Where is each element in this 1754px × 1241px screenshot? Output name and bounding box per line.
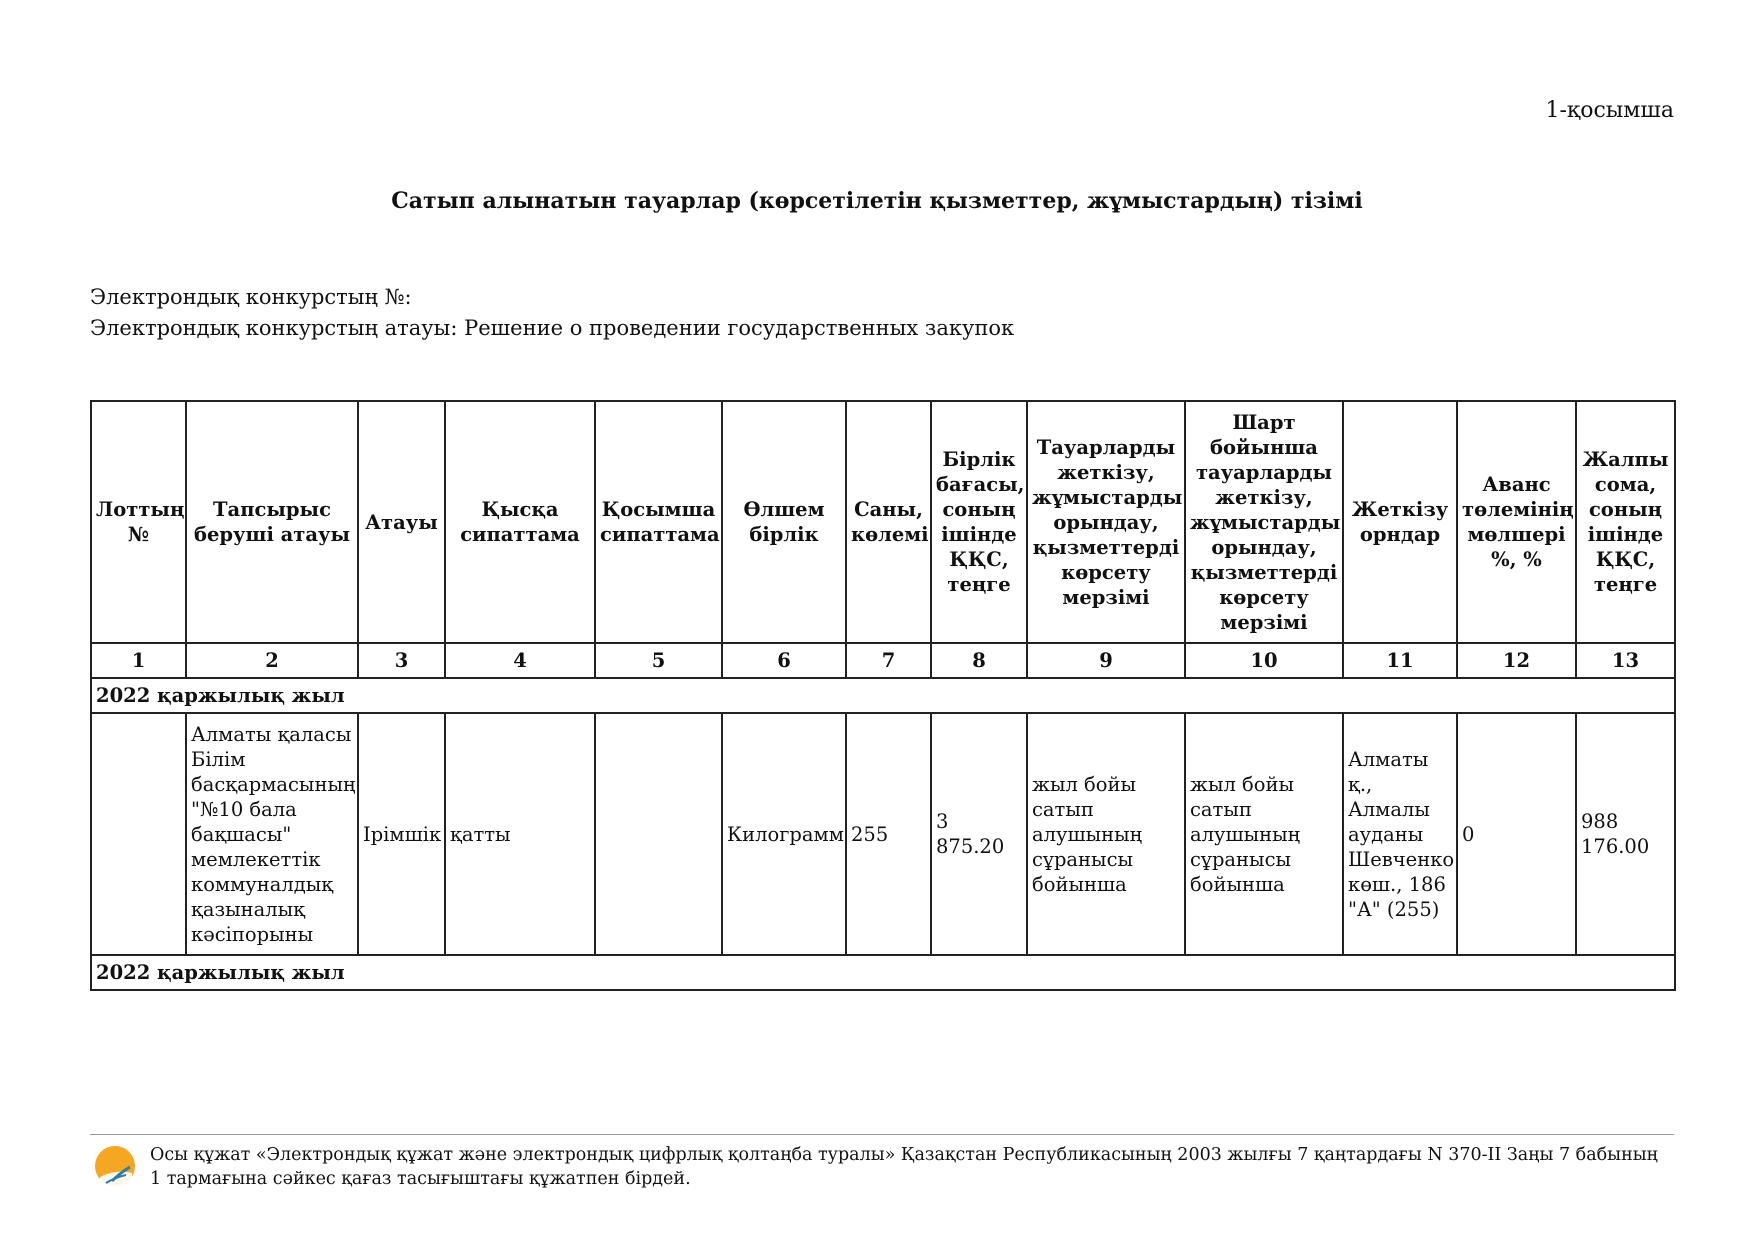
header-short-desc: Қысқа сипаттама xyxy=(445,401,595,643)
contest-name: Электрондық конкурстың атауы: Решение о проведении государственных закупок xyxy=(90,316,1015,340)
header-delivery-place: Жеткізу орндар xyxy=(1343,401,1457,643)
table-row xyxy=(91,713,1675,955)
fiscal-year-row xyxy=(91,678,1675,713)
header-contract-term: Шарт бойынша тауарларды жеткізу, жұмыстарды орындау, қызметтерді көрсету мерзімі xyxy=(1185,401,1343,643)
cell-total: 988 176.00 xyxy=(1576,713,1675,955)
cell-customer: Алматы қаласы Білім басқармасының "№10 бала бақшасы" мемлекеттік коммуналдық қазыналық кәсіпорыны xyxy=(186,713,358,955)
header-name: Атауы xyxy=(358,401,445,643)
egov-sun-logo-icon xyxy=(92,1143,138,1189)
header-unit: Өлшем бірлік xyxy=(722,401,846,643)
column-number: 12 xyxy=(1457,643,1576,678)
column-number: 11 xyxy=(1343,643,1457,678)
goods-table xyxy=(90,400,1676,991)
header-unit-price: Бірлік бағасы, соның ішінде ҚҚС, теңге xyxy=(931,401,1027,643)
column-number: 1 xyxy=(91,643,186,678)
header-total: Жалпы сома, соның ішінде ҚҚС, теңге xyxy=(1576,401,1675,643)
contest-meta xyxy=(90,282,1014,344)
column-number: 7 xyxy=(846,643,931,678)
column-number: 10 xyxy=(1185,643,1343,678)
column-number-row xyxy=(91,643,1675,678)
footer-legal-text: Осы құжат «Электрондық құжат және электрондық цифрлық қолтаңба туралы» Қазақстан Республикасының 2003 жылғы 7 қаңтардағы N 370-II Заңы 7 бабының 1 тармағына сәйкес қағаз тасығыштағы құжатпен бірдей. xyxy=(150,1145,1658,1189)
column-number: 5 xyxy=(595,643,722,678)
cell-name: Ірімшік xyxy=(358,713,445,955)
header-delivery-term: Тауарларды жеткізу, жұмыстарды орындау, қызметтерді көрсету мерзімі xyxy=(1027,401,1185,643)
cell-unit: Килограмм xyxy=(722,713,846,955)
header-qty: Саны, көлемі xyxy=(846,401,931,643)
column-number: 6 xyxy=(722,643,846,678)
header-customer: Тапсырыс беруші атауы xyxy=(186,401,358,643)
cell-lot xyxy=(91,713,186,955)
cell-unit-price: 3 875.20 xyxy=(931,713,1027,955)
contest-number: Электрондық конкурстың №: xyxy=(90,285,412,309)
cell-contract-term: жыл бойы сатып алушының сұранысы бойынша xyxy=(1185,713,1343,955)
header-advance: Аванс төлемінің мөлшері %, % xyxy=(1457,401,1576,643)
cell-qty: 255 xyxy=(846,713,931,955)
column-number: 3 xyxy=(358,643,445,678)
cell-extra-desc xyxy=(595,713,722,955)
fiscal-year-label: 2022 қаржылық жыл xyxy=(91,955,1675,990)
column-number: 13 xyxy=(1576,643,1675,678)
cell-delivery-term: жыл бойы сатып алушының сұранысы бойынша xyxy=(1027,713,1185,955)
header-row xyxy=(91,401,1675,643)
header-lot: Лоттың № xyxy=(91,401,186,643)
appendix-label: 1-қосымша xyxy=(1545,98,1674,123)
header-extra-desc: Қосымша сипаттама xyxy=(595,401,722,643)
cell-short-desc: қатты xyxy=(445,713,595,955)
column-number: 4 xyxy=(445,643,595,678)
fiscal-year-label: 2022 қаржылық жыл xyxy=(91,678,1675,713)
document-title: Сатып алынатын тауарлар (көрсетілетін қызметтер, жұмыстардың) тізімі xyxy=(391,188,1363,214)
column-number: 9 xyxy=(1027,643,1185,678)
fiscal-year-row xyxy=(91,955,1675,990)
cell-advance: 0 xyxy=(1457,713,1576,955)
cell-delivery-place: Алматы қ., Алмалы ауданы Шевченко көш., 186 "А" (255) xyxy=(1343,713,1457,955)
column-number: 2 xyxy=(186,643,358,678)
column-number: 8 xyxy=(931,643,1027,678)
document-footer xyxy=(90,1134,1674,1191)
